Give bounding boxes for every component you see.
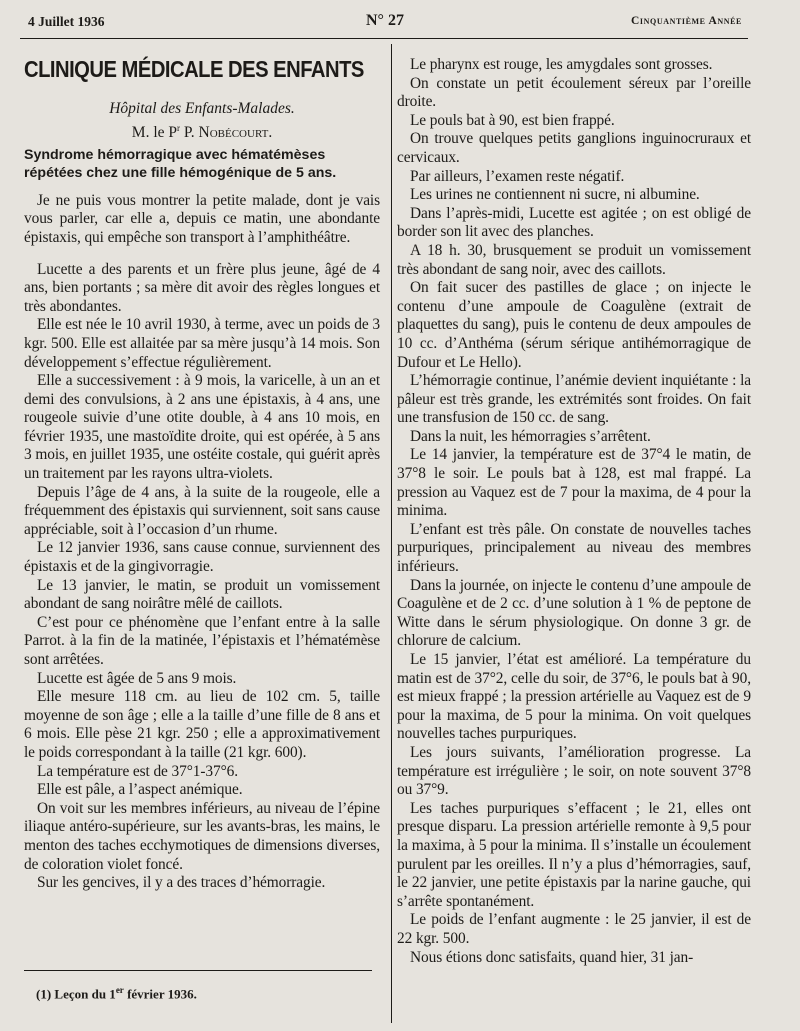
- paragraph: A 18 h. 30, brusquement se produit un vomissement très abondant de sang noir, avec des caillots.: [397, 241, 751, 278]
- paragraph: Le 12 janvier 1936, sans cause connue, surviennent des épistaxis et de la gingivorragie.: [24, 539, 380, 576]
- paragraph: Lucette est âgée de 5 ans 9 mois.: [37, 669, 237, 687]
- footnote: [36, 985, 197, 1002]
- paragraph: Le 14 janvier, la température est de 37°4 le matin, de 37°8 le soir. Le pouls bat à 128, est mal frappé. La pression au Vaquez est de 7 pour la maxima, de 4 pour la minima.: [397, 446, 751, 520]
- hospital-name: Hôpital des Enfants-Malades.: [109, 100, 295, 117]
- paragraph: Les urines ne contiennent ni sucre, ni albumine.: [410, 186, 700, 204]
- paragraph: Le pouls bat à 90, est bien frappé.: [410, 111, 615, 129]
- paragraph: On fait sucer des pastilles de glace ; on injecte le contenu d’une ampoule de Coagulène (extrait de plaquettes du sang), puis le contenu de deux ampoules de 10 cc. d’Anthéma (sérum sérique antihémorragique de Dufour et Le Hello).: [397, 279, 751, 371]
- paragraph: On trouve quelques petits ganglions inguinocruraux et cervicaux.: [397, 130, 751, 166]
- paragraph: Le 15 janvier, l’état est amélioré. La température du matin est de 37°2, celle du soir, de 37°6, le pouls bat à 90, est mieux frappé ; la pression artérielle au Vaquez est de 9 pour la maxima, de 5 pour la minima. On voit quelques nouvelles taches purpuriques.: [397, 651, 751, 743]
- paragraph: Le pharynx est rouge, les amygdales sont grosses.: [410, 56, 713, 73]
- article-title: Syndrome hémorragique avec hématémèses répétées chez une fille hémogénique de 5 ans.: [24, 147, 337, 181]
- footnote-text: (1) Leçon du 1: [36, 986, 116, 1002]
- footnote-sup: er: [115, 985, 124, 995]
- issue-number: N° 27: [366, 12, 404, 29]
- paragraph: Elle est pâle, a l’aspect anémique.: [37, 781, 243, 799]
- running-head: [28, 12, 742, 34]
- paragraph: Nous étions donc satisfaits, quand hier, 31 jan-: [410, 948, 694, 966]
- paragraph: Elle a successivement : à 9 mois, la varicelle, à un an et demi des convulsions, à 2 ans une épistaxis, à 4 ans, une rougeole suivie d’une otite double, à 4 ans 10 mois, en février 1935, une mastoïdite droite, qui est opérée, à 5 ans 3 mois, en juillet 1935, une ostéite costale, qui guérit après un traitement par les rayons ultra-violets.: [24, 372, 380, 483]
- paragraph: Les jours suivants, l’amélioration progresse. La température est irrégulière ; le soir, on note souvent 37°8 ou 37°9.: [397, 743, 751, 799]
- paragraph: On constate un petit écoulement séreux par l’oreille droite.: [397, 74, 751, 111]
- paragraph: La température est de 37°1-37°6.: [37, 762, 238, 780]
- paragraph: Lucette a des parents et un frère plus jeune, âgé de 4 ans, bien portants ; sa mère dit avoir des règles longues et très abondantes.: [24, 260, 380, 315]
- intro-paragraph: Je ne puis vous montrer la petite malade, dont je vais vous parler, car elle a, depuis ce matin, une abondante épistaxis, qui empêche son transport à l’amphithéâtre.: [24, 191, 380, 246]
- doctor-name: P. Nobécourt.: [183, 124, 273, 142]
- paragraph: Le 13 janvier, le matin, se produit un vomissement abondant de sang noirâtre mêlé de caillots.: [24, 576, 380, 613]
- footnote-rest: février 1936.: [123, 986, 197, 1002]
- doctor-line: [24, 119, 380, 142]
- section-title: CLINIQUE MÉDICALE DES ENFANTS: [24, 56, 364, 82]
- issue-date: 4 Juillet 1936: [28, 14, 105, 29]
- paragraph: C’est pour ce phénomène que l’enfant entre à la salle Parrot. à la fin de la matinée, l’épistaxis et l’hématémèse sont arrêtées.: [24, 613, 380, 668]
- paragraph: Les taches purpuriques s’effacent ; le 21, elles ont presque disparu. La pression artérielle remonte à 9,5 pour la maxima, à 5 pour la minima. Il s’installe un écoulement purulent par les oreilles. Il n’y a plus d’hémorragies, sauf, le 22 janvier, une petite épistaxis par la narine gauche, qui s’arrête spontanément.: [397, 799, 751, 910]
- doctor-prefix: M. le P: [131, 124, 177, 142]
- paragraph: Sur les gencives, il y a des traces d’hémorragie.: [37, 874, 326, 892]
- paragraph-gap: [24, 248, 380, 261]
- column-divider: [391, 44, 392, 1023]
- right-column: [397, 56, 751, 967]
- paragraph: Dans la journée, on injecte le contenu d’une ampoule de Coagulène et de 2 cc. d’une solution à 1 % de peptone de Witte dans le sérum physiologique. On donne 3 gr. de chlorure de calcium.: [397, 576, 751, 650]
- volume-label: Cinquantième Année: [631, 15, 742, 27]
- doctor-title-sup: r: [177, 123, 180, 133]
- paragraph: Dans l’après-midi, Lucette est agitée ; on est obligé de border son lit avec des planches.: [397, 204, 751, 241]
- header-rule: [20, 38, 748, 39]
- paragraph: Dans la nuit, les hémorragies s’arrêtent.: [410, 427, 651, 445]
- paragraph: L’enfant est très pâle. On constate de nouvelles taches purpuriques, principalement au niveau des membres inférieurs.: [397, 520, 751, 576]
- left-column: [24, 56, 380, 893]
- paragraph: Depuis l’âge de 4 ans, à la suite de la rougeole, elle a fréquemment des épistaxis qui surviennent, soit sans cause appréciable, soit à l’occasion d’un rhume.: [24, 483, 380, 538]
- paragraph: Par ailleurs, l’examen reste négatif.: [410, 167, 625, 185]
- paragraph: Elle mesure 118 cm. au lieu de 102 cm. 5, taille moyenne de son âge ; elle a la taille d’une fille de 8 ans et 6 mois. Elle pèse 21 kgr. 250 ; elle a approximativement le poids correspondant à la taille (21 kgr. 600).: [24, 688, 380, 761]
- paragraph: On voit sur les membres inférieurs, au niveau de l’épine iliaque antéro-supérieure, sur les avants-bras, les mains, le menton des taches ecchymotiques de dimensions diverses, de coloration violet foncé.: [24, 799, 380, 873]
- paragraph: L’hémorragie continue, l’anémie devient inquiétante : la pâleur est très grande, les extrémités sont froides. On fait une transfusion de 150 cc. de sang.: [397, 372, 751, 427]
- paragraph: Elle est née le 10 avril 1930, à terme, avec un poids de 3 kgr. 500. Elle est allaitée par sa mère jusqu’à 14 mois. Son développement s’effectue régulièrement.: [24, 316, 380, 371]
- paragraph: Le poids de l’enfant augmente : le 25 janvier, il est de 22 kgr. 500.: [397, 911, 751, 947]
- footnote-rule: [24, 970, 372, 971]
